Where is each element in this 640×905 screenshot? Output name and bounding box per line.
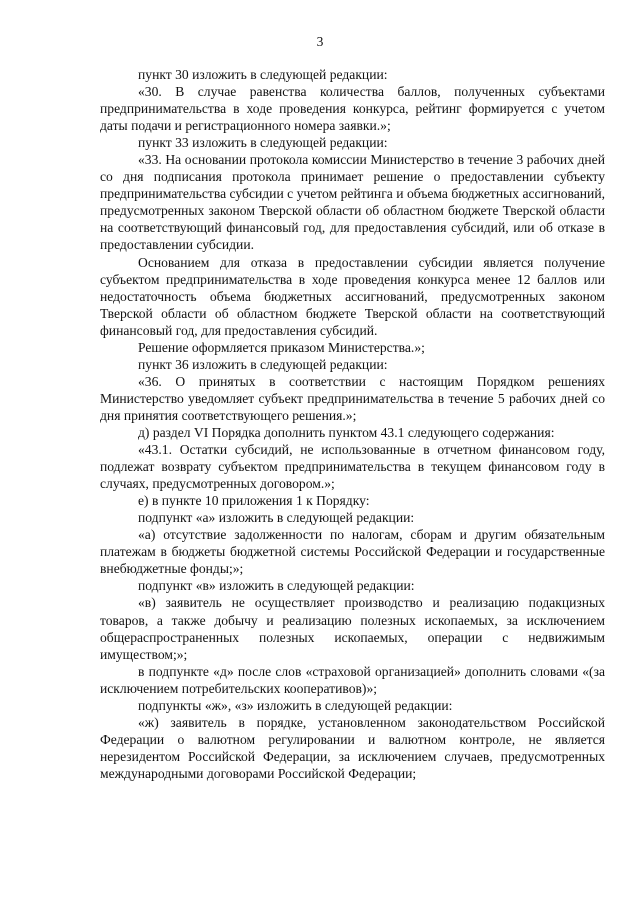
page-number: 3 [316,34,324,49]
paragraph: пункт 33 изложить в следующей редакции: [138,135,388,151]
paragraph: «ж) заявитель в порядке, установленном законодательством Российской Федерации о валютном регулировании и валютном контроле, не является нерезидентом Российской Федерации, за исключением случаев, предусмотренных международными договорами Российской Федерации; [100,714,605,781]
paragraph: «а) отсутствие задолженности по налогам, сборам и другим обязательным платежам в бюджеты бюджетной системы Российской Федерации и государственные внебюджетные фонды;»; [100,527,605,577]
paragraph: подпункты «ж», «з» изложить в следующей редакции: [138,697,453,713]
paragraph: подпункт «а» изложить в следующей редакции: [138,510,415,526]
paragraph: в подпункте «д» после слов «страховой организацией» дополнить словами «(за исключением потребительских кооперативов)»; [100,663,605,696]
paragraph: пункт 36 изложить в следующей редакции: [138,356,388,372]
paragraph: пункт 30 изложить в следующей редакции: [138,67,388,82]
paragraph: д) раздел VI Порядка дополнить пунктом 43.1 следующего содержания: [138,424,555,440]
paragraph: «36. О принятых в соответствии с настоящим Порядком решениях Министерство уведомляет субъект предпринимательства в течение 5 рабочих дней со дня принятия соответствующего решения.»; [100,373,605,423]
paragraph: «43.1. Остатки субсидий, не использованные в отчетном финансовом году, подлежат возврату субъектом предпринимательства в текущем финансовом году в случаях, предусмотренных договором.»; [100,442,605,492]
paragraph: Решение оформляется приказом Министерства.»; [138,339,425,355]
paragraph: подпункт «в» изложить в следующей редакции: [138,578,415,594]
paragraph: «30. В случае равенства количества баллов, полученных субъектами предпринимательства в ходе проведения конкурса, рейтинг формируется с учетом даты подачи и регистрационного номера заявки.»; [100,84,605,134]
document-body [100,66,605,782]
paragraph: «в) заявитель не осуществляет производство и реализацию подакцизных товаров, а также добычу и реализацию полезных ископаемых, за исключением общераспространенных полезных ископаемых, операции с недвижимым имуществом;»; [100,595,605,662]
paragraph: Основанием для отказа в предоставлении субсидии является получение субъектом предпринимательства в ходе проведения конкурса менее 12 баллов или недостаточность объема бюджетных ассигнований, предусмотренных законом Тверской области об областном бюджете Тверской области на соответствующий финансовый год, для предоставления субсидий. [100,254,605,338]
paragraph: е) в пункте 10 приложения 1 к Порядку: [138,493,370,509]
paragraph: «33. На основании протокола комиссии Министерство в течение 3 рабочих дней со дня подписания протокола принимает решение о предоставлении субъекту предпринимательства субсидии с учетом рейтинга и объема бюджетных ассигнований, предусмотренных законом Тверской области об областном бюджете Тверской области на соответствующий финансовый год, для предоставления субсидий, или об отказе в предоставлении субсидии. [100,152,605,253]
